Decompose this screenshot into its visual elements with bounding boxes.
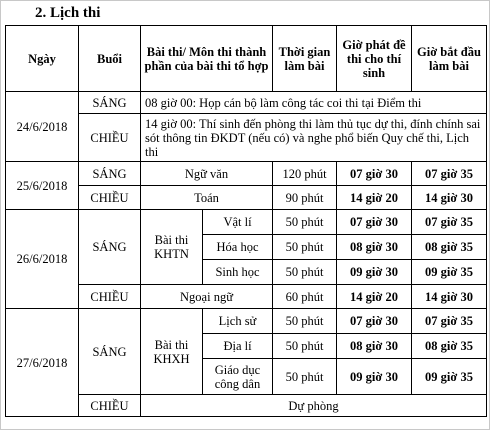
issue-time-cell: 07 giờ 30	[337, 210, 412, 235]
issue-time-cell: 07 giờ 30	[337, 162, 412, 186]
issue-time-cell: 09 giờ 30	[337, 260, 412, 285]
table-row	[6, 285, 487, 309]
session-cell: SÁNG	[79, 162, 141, 186]
header-gio-phat-de: Giờ phát đề thi cho thí sinh	[337, 26, 412, 92]
header-gio-bat-dau: Giờ bắt đầu làm bài	[412, 26, 487, 92]
note-cell: 14 giờ 00: Thí sinh đến phòng thi làm thủ tục dự thi, đính chính sai sót thông tin ĐKDT (nếu có) và nghe phổ biến Quy chế thi, Lịch thi	[141, 114, 487, 162]
table-row	[6, 210, 487, 235]
subject-cell: Hóa học	[203, 235, 273, 260]
session-cell: SÁNG	[79, 92, 141, 114]
exam-schedule-table	[5, 25, 487, 417]
header-bai-thi: Bài thi/ Môn thi thành phần của bài thi tổ hợp	[141, 26, 273, 92]
group-cell: Bài thi KHXH	[141, 309, 203, 395]
section-heading: 2. Lịch thi	[35, 5, 101, 21]
duration-cell: 50 phút	[273, 334, 337, 359]
session-cell: CHIỀU	[79, 285, 141, 309]
duration-cell: 90 phút	[273, 186, 337, 210]
date-cell: 27/6/2018	[6, 309, 79, 417]
date-cell: 25/6/2018	[6, 162, 79, 210]
subject-cell: Ngữ văn	[141, 162, 273, 186]
start-time-cell: 07 giờ 35	[412, 162, 487, 186]
start-time-cell: 08 giờ 35	[412, 334, 487, 359]
session-cell: CHIỀU	[79, 186, 141, 210]
table-row	[6, 162, 487, 186]
note-cell: Dự phòng	[141, 395, 487, 417]
header-ngay: Ngày	[6, 26, 79, 92]
note-cell: 08 giờ 00: Họp cán bộ làm công tác coi thi tại Điểm thi	[141, 92, 487, 114]
session-cell: SÁNG	[79, 210, 141, 285]
duration-cell: 50 phút	[273, 210, 337, 235]
start-time-cell: 07 giờ 35	[412, 309, 487, 334]
date-cell: 24/6/2018	[6, 92, 79, 162]
header-buoi: Buổi	[79, 26, 141, 92]
start-time-cell: 08 giờ 35	[412, 235, 487, 260]
subject-cell: Ngoại ngữ	[141, 285, 273, 309]
header-thoi-gian: Thời gian làm bài	[273, 26, 337, 92]
session-cell: CHIỀU	[79, 395, 141, 417]
group-cell: Bài thi KHTN	[141, 210, 203, 285]
duration-cell: 120 phút	[273, 162, 337, 186]
duration-cell: 50 phút	[273, 359, 337, 395]
duration-cell: 50 phút	[273, 235, 337, 260]
subject-cell: Giáo dục công dân	[203, 359, 273, 395]
start-time-cell: 14 giờ 30	[412, 285, 487, 309]
table-row	[6, 395, 487, 417]
session-cell: CHIỀU	[79, 114, 141, 162]
session-cell: SÁNG	[79, 309, 141, 395]
table-row	[6, 186, 487, 210]
subject-cell: Vật lí	[203, 210, 273, 235]
start-time-cell: 09 giờ 35	[412, 359, 487, 395]
duration-cell: 60 phút	[273, 285, 337, 309]
table-row	[6, 92, 487, 114]
subject-cell: Sinh học	[203, 260, 273, 285]
subject-cell: Toán	[141, 186, 273, 210]
issue-time-cell: 08 giờ 30	[337, 235, 412, 260]
subject-cell: Lịch sử	[203, 309, 273, 334]
duration-cell: 50 phút	[273, 309, 337, 334]
table-row	[6, 309, 487, 334]
duration-cell: 50 phút	[273, 260, 337, 285]
issue-time-cell: 08 giờ 30	[337, 334, 412, 359]
table-row	[6, 114, 487, 162]
start-time-cell: 14 giờ 30	[412, 186, 487, 210]
table-header-row	[6, 26, 487, 92]
issue-time-cell: 14 giờ 20	[337, 186, 412, 210]
issue-time-cell: 09 giờ 30	[337, 359, 412, 395]
issue-time-cell: 07 giờ 30	[337, 309, 412, 334]
issue-time-cell: 14 giờ 20	[337, 285, 412, 309]
subject-cell: Địa lí	[203, 334, 273, 359]
date-cell: 26/6/2018	[6, 210, 79, 309]
start-time-cell: 09 giờ 35	[412, 260, 487, 285]
start-time-cell: 07 giờ 35	[412, 210, 487, 235]
